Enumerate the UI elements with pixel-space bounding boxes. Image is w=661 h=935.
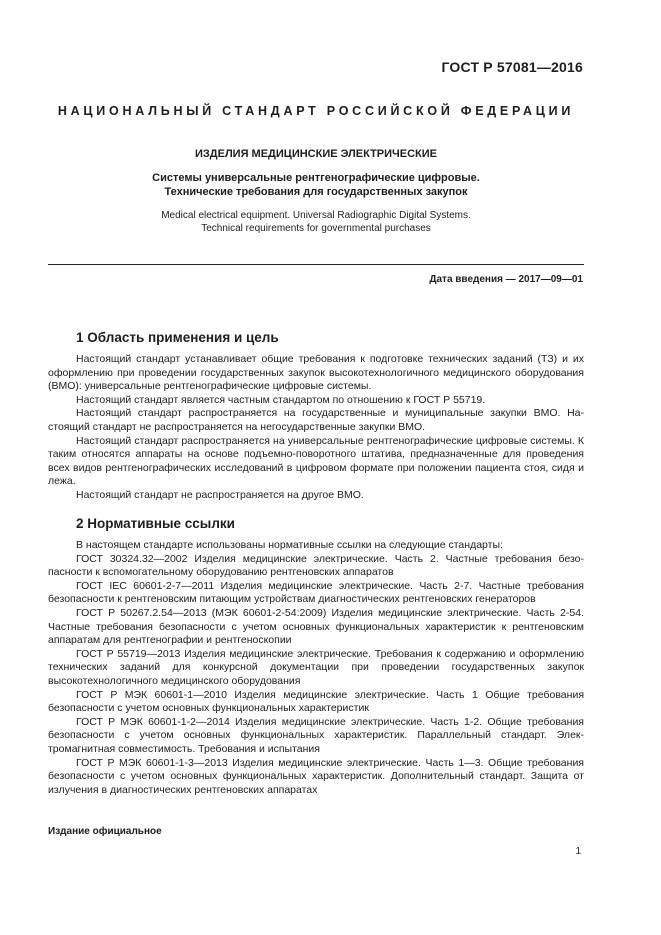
english-title-line2: Technical requirements for governmental purchases xyxy=(201,223,431,234)
reference-item: ГОСТ Р МЭК 60601-1-3—2013 Изделия медицинские электрические. Часть 1—3. Общие требования безопасности с учетом основных функциональных характеристик. Дополнительный стандарт. Защита от излучения в диагностических рентгеновских аппаратах xyxy=(48,756,584,796)
paragraph: В настоящем стандарте использованы нормативные ссылки на следующие стандарты: xyxy=(76,539,503,551)
reference-item: ГОСТ Р 50267.2.54—2013 (МЭК 60601-2-54:2009) Изделия медицинские электрические. Часть 2-54. Частные требования безопасности с учетом основных функциональных характеристик к рентгеновским аппаратам для рентгенографии и рентгеноскопии xyxy=(48,606,584,647)
paragraph: Настоящий стандарт распространяется на государственные и муниципальные закупки ВМО. Настоящий стандарт не распространяется на негосударственные закупки ВМО. xyxy=(48,407,584,433)
reference-item: ГОСТ IEC 60601-2-7—2011 Изделия медицинские электрические. Часть 2-7. Частные требования безопасности к рентгеновским питающим устройствам диагностических рентгеновских генераторов xyxy=(48,579,584,606)
reference-item: ГОСТ Р 55719—2013 Изделия медицинские электрические. Требования к содержанию и оформлению технических заданий для конкурсной документации при проведении государственных закупок высокотехнологичного медицинского оборудования xyxy=(48,647,584,687)
header-divider xyxy=(48,264,584,265)
paragraph: Настоящий стандарт устанавливает общие требования к подготовке технических заданий (ТЗ) и их оформлению при проведении государственных закупок высокотехнологичного медицинского оборудования (ВМО): универсальные рентгенографические цифровые системы. xyxy=(48,353,584,393)
section-2-body xyxy=(48,539,584,797)
paragraph: Настоящий стандарт является частным стандартом по отношению к ГОСТ Р 55719. xyxy=(76,393,486,406)
paragraph: Настоящий стандарт распространяется на универсальные рентгенографические цифровые системы. К таким относятся аппараты на основе подъемно-поворотного штатива, предназначенные для проведения всех видов рентгенографических исследований в цифровом формате при положении пациента стоя, сидя и лежа. xyxy=(48,434,584,488)
reference-item: ГОСТ Р МЭК 60601-1—2010 Изделия медицинские электрические. Часть 1 Общие требования безопасности с учетом основных функциональных характеристик xyxy=(48,688,584,715)
document-subtitle-line1: Системы универсальные рентгенографические цифровые. xyxy=(152,172,480,184)
section-2-title: 2 Нормативные ссылки xyxy=(76,516,235,531)
official-edition-label: Издание официальное xyxy=(48,826,162,837)
paragraph: Настоящий стандарт не распространяется на другое ВМО. xyxy=(76,488,364,501)
document-subtitle-line2: Технические требования для государственных закупок xyxy=(164,186,468,198)
reference-item: ГОСТ Р МЭК 60601-1-2—2014 Изделия медицинские электрические. Часть 1-2. Общие требования безопасности с учетом основных функциональных характеристик. Параллельный стандарт. Электромагнитная совместимость. Требования и испытания xyxy=(48,715,584,755)
introduction-date: Дата введения — 2017—09—01 xyxy=(429,274,583,285)
page-number: 1 xyxy=(575,846,581,857)
reference-item: ГОСТ 30324.32—2002 Изделия медицинские электрические. Часть 2. Частные требования безопасности к вспомогательному оборудованию рентгеновских аппаратов xyxy=(48,552,584,579)
document-code: ГОСТ Р 57081—2016 xyxy=(441,59,583,75)
section-1-title: 1 Область применения и цель xyxy=(76,330,279,345)
english-title-line1: Medical electrical equipment. Universal Radiographic Digital Systems. xyxy=(161,210,471,221)
section-1-body xyxy=(48,353,584,503)
national-standard-heading: НАЦИОНАЛЬНЫЙ СТАНДАРТ РОССИЙСКОЙ ФЕДЕРАЦИИ xyxy=(57,104,575,118)
document-title: ИЗДЕЛИЯ МЕДИЦИНСКИЕ ЭЛЕКТРИЧЕСКИЕ xyxy=(194,148,438,160)
